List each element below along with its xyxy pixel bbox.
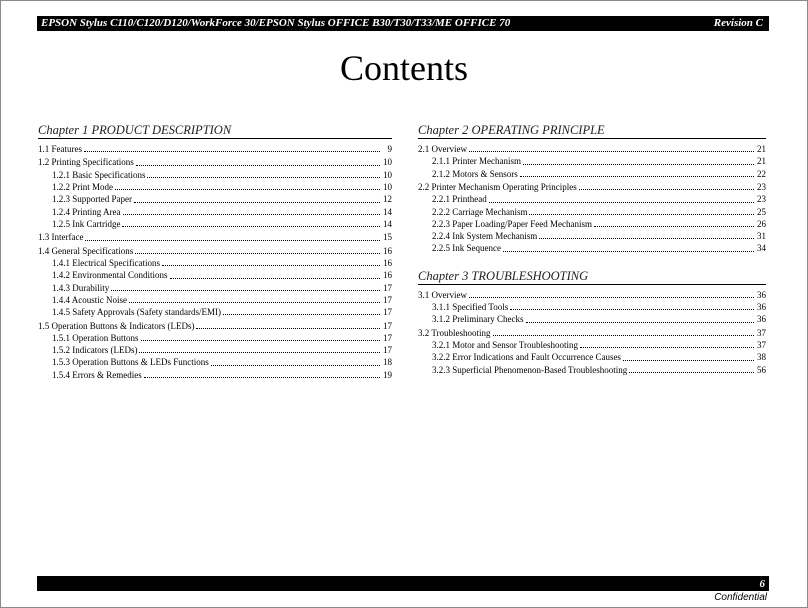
toc-entry[interactable]: [418, 242, 766, 254]
toc-entry[interactable]: [418, 313, 766, 325]
dot-leader: [469, 296, 754, 298]
toc-entry-page: 10: [383, 181, 392, 192]
toc-entry[interactable]: [38, 231, 392, 243]
toc-entry-page: 36: [757, 302, 766, 313]
toc-column-right: [418, 122, 766, 376]
header-product-title: EPSON Stylus C110/C120/D120/WorkForce 30/EPSON Stylus OFFICE B30/T30/T33/ME OFFICE 70: [41, 17, 511, 29]
toc-entry[interactable]: [38, 269, 392, 281]
toc-entry[interactable]: [38, 257, 392, 269]
toc-entry-label: 1.5.1 Operation Buttons: [52, 332, 139, 343]
toc-entry-page: 17: [383, 307, 392, 318]
toc-entry[interactable]: [418, 364, 766, 376]
toc-entry-page: 19: [383, 369, 392, 380]
dot-leader: [123, 213, 381, 215]
toc-entry-label: 3.1.1 Specified Tools: [432, 302, 509, 313]
toc-entry-page: 36: [757, 314, 766, 325]
toc-entry[interactable]: [418, 351, 766, 363]
dot-leader: [594, 225, 754, 227]
toc-entry-page: 18: [383, 357, 392, 368]
toc-entry-label: 1.3 Interface: [38, 232, 84, 243]
toc-entry-label: 1.2.3 Supported Paper: [52, 194, 132, 205]
toc-entry[interactable]: [418, 339, 766, 351]
dot-leader: [579, 188, 754, 190]
toc-entry-list: [418, 289, 766, 376]
toc-entry[interactable]: [418, 289, 766, 301]
toc-entry-label: 1.4.3 Durability: [52, 282, 110, 293]
toc-entry-label: 1.1 Features: [38, 144, 82, 154]
toc-entry-label: 1.4.5 Safety Approvals (Safety standards/EMI): [52, 307, 221, 318]
toc-entry-label: 2.1.1 Printer Mechanism: [432, 156, 521, 167]
dot-leader: [526, 321, 755, 323]
toc-entry-page: 34: [757, 243, 766, 254]
toc-entry[interactable]: [418, 155, 766, 167]
toc-entry-label: 3.2.3 Superficial Phenomenon-Based Troubleshooting: [432, 364, 628, 375]
dot-leader: [170, 277, 381, 279]
toc-entry-page: 23: [757, 181, 766, 192]
toc-entry-page: 37: [757, 327, 766, 338]
toc-entry-page: 15: [383, 232, 392, 243]
chapter-heading: Chapter 3 TROUBLESHOOTING: [418, 268, 766, 285]
toc-entry-list: [418, 143, 766, 255]
toc-entry-page: 10: [383, 169, 392, 180]
toc-entry-label: 3.2.1 Motor and Sensor Troubleshooting: [432, 340, 579, 351]
toc-entry-label: 1.5.3 Operation Buttons & LEDs Functions: [52, 357, 209, 368]
toc-column-left: [38, 122, 392, 381]
dot-leader: [85, 239, 380, 241]
toc-entry-label: 1.2.5 Ink Cartridge: [52, 218, 121, 229]
toc-entry[interactable]: [38, 245, 392, 257]
dot-leader: [529, 213, 754, 215]
dot-leader: [129, 301, 380, 303]
dot-leader: [523, 163, 754, 165]
toc-entry-page: 16: [383, 257, 392, 268]
toc-entry-page: 14: [383, 218, 392, 229]
dot-leader: [629, 371, 754, 373]
dot-leader: [469, 150, 754, 152]
dot-leader: [623, 359, 754, 361]
toc-entry-page: 31: [757, 231, 766, 242]
dot-leader: [196, 327, 380, 329]
toc-entry[interactable]: [38, 218, 392, 230]
dot-leader: [139, 351, 380, 353]
dot-leader: [147, 176, 380, 178]
toc-entry-page: 36: [757, 289, 766, 300]
toc-entry[interactable]: [418, 143, 766, 155]
dot-leader: [135, 252, 380, 254]
toc-entry[interactable]: [38, 282, 392, 294]
toc-entry[interactable]: [418, 327, 766, 339]
toc-entry[interactable]: [38, 206, 392, 218]
chapter-heading: Chapter 2 OPERATING PRINCIPLE: [418, 122, 766, 139]
toc-entry-page: 38: [757, 352, 766, 363]
toc-entry-label: 1.4.1 Electrical Specifications: [52, 257, 160, 268]
toc-entry[interactable]: [418, 181, 766, 193]
toc-entry-label: 1.4.4 Acoustic Noise: [52, 294, 127, 305]
toc-entry-label: 2.2 Printer Mechanism Operating Principles: [418, 181, 577, 192]
dot-leader: [122, 225, 380, 227]
toc-entry[interactable]: [418, 218, 766, 230]
toc-entry-page: 16: [383, 270, 392, 281]
dot-leader: [493, 334, 754, 336]
dot-leader: [141, 339, 381, 341]
toc-entry-list: [38, 143, 392, 381]
toc-entry-label: 2.2.5 Ink Sequence: [432, 243, 501, 254]
dot-leader: [520, 175, 754, 177]
toc-entry[interactable]: [38, 344, 392, 356]
dot-leader: [134, 201, 380, 203]
toc-entry-label: 1.5 Operation Buttons & Indicators (LEDs): [38, 320, 195, 331]
toc-entry-label: 1.2 Printing Specifications: [38, 157, 134, 168]
dot-leader: [489, 201, 754, 203]
toc-entry-label: 2.2.1 Printhead: [432, 194, 487, 205]
toc-entry-page: 25: [757, 206, 766, 217]
toc-entry-page: 37: [757, 340, 766, 351]
dot-leader: [510, 308, 754, 310]
toc-entry-label: 2.2.3 Paper Loading/Paper Feed Mechanism: [432, 218, 592, 229]
toc-entry[interactable]: [38, 306, 392, 318]
toc-entry-page: 21: [757, 156, 766, 167]
toc-entry-label: 1.4.2 Environmental Conditions: [52, 270, 168, 281]
header-revision: Revision C: [713, 17, 763, 29]
dot-leader: [211, 364, 380, 366]
toc-entry[interactable]: [38, 156, 392, 168]
toc-entry-label: 3.2.2 Error Indications and Fault Occurrence Causes: [432, 352, 621, 363]
toc-entry-page: 22: [757, 168, 766, 179]
toc-entry-label: 1.4 General Specifications: [38, 245, 134, 256]
toc-entry-page: 14: [383, 206, 392, 217]
toc-entry-label: 1.2.1 Basic Specifications: [52, 169, 146, 180]
confidential-label: Confidential: [714, 592, 767, 603]
dot-leader: [136, 164, 380, 166]
toc-entry[interactable]: [38, 320, 392, 332]
toc-entry[interactable]: [418, 301, 766, 313]
header-bar: [37, 16, 769, 31]
toc-entry-page: 17: [383, 320, 392, 331]
toc-entry-label: 2.2.2 Carriage Mechanism: [432, 206, 528, 217]
toc-entry[interactable]: [418, 168, 766, 180]
dot-leader: [539, 237, 754, 239]
toc-entry[interactable]: [418, 230, 766, 242]
toc-entry-page: 56: [757, 364, 766, 375]
toc-entry[interactable]: [38, 294, 392, 306]
page-number: 6: [759, 578, 765, 590]
dot-leader: [111, 289, 380, 291]
dot-leader: [503, 250, 754, 252]
toc-entry[interactable]: [38, 369, 392, 381]
toc-entry-page: 26: [757, 218, 766, 229]
dot-leader: [144, 376, 380, 378]
toc-entry-label: 2.1.2 Motors & Sensors: [432, 168, 518, 179]
toc-entry-label: 3.1.2 Preliminary Checks: [432, 314, 524, 325]
toc-entry-page: 17: [383, 282, 392, 293]
toc-entry-page: 10: [383, 157, 392, 168]
page-title: Contents: [339, 48, 468, 88]
toc-entry-page: 23: [757, 194, 766, 205]
toc-entry[interactable]: [38, 356, 392, 368]
toc-entry[interactable]: [38, 332, 392, 344]
toc-entry[interactable]: [418, 193, 766, 205]
toc-entry-label: 3.2 Troubleshooting: [418, 327, 491, 338]
toc-entry-label: 2.2.4 Ink System Mechanism: [432, 231, 538, 242]
toc-entry-label: 2.1 Overview: [418, 144, 467, 154]
toc-entry-label: 1.2.2 Print Mode: [52, 181, 114, 192]
toc-entry[interactable]: [38, 169, 392, 181]
toc-entry-page: 16: [383, 245, 392, 256]
dot-leader: [580, 346, 754, 348]
dot-leader: [115, 188, 380, 190]
toc-entry[interactable]: [38, 181, 392, 193]
footer-bar: [37, 576, 769, 591]
toc-entry-page: 12: [383, 194, 392, 205]
toc-entry[interactable]: [418, 206, 766, 218]
toc-entry-page: 17: [383, 345, 392, 356]
toc-entry[interactable]: [38, 193, 392, 205]
toc-entry-label: 1.2.4 Printing Area: [52, 206, 121, 217]
toc-entry[interactable]: [38, 143, 392, 155]
toc-entry-label: 3.1 Overview: [418, 289, 467, 300]
dot-leader: [162, 264, 380, 266]
chapter-heading: Chapter 1 PRODUCT DESCRIPTION: [38, 122, 392, 139]
toc-entry-page: 21: [757, 144, 766, 154]
toc-entry-label: 1.5.2 Indicators (LEDs): [52, 345, 138, 356]
dot-leader: [84, 150, 380, 152]
dot-leader: [223, 313, 380, 315]
toc-entry-page: 9: [387, 144, 392, 154]
toc-entry-label: 1.5.4 Errors & Remedies: [52, 369, 142, 380]
toc-entry-page: 17: [383, 294, 392, 305]
toc-entry-page: 17: [383, 332, 392, 343]
